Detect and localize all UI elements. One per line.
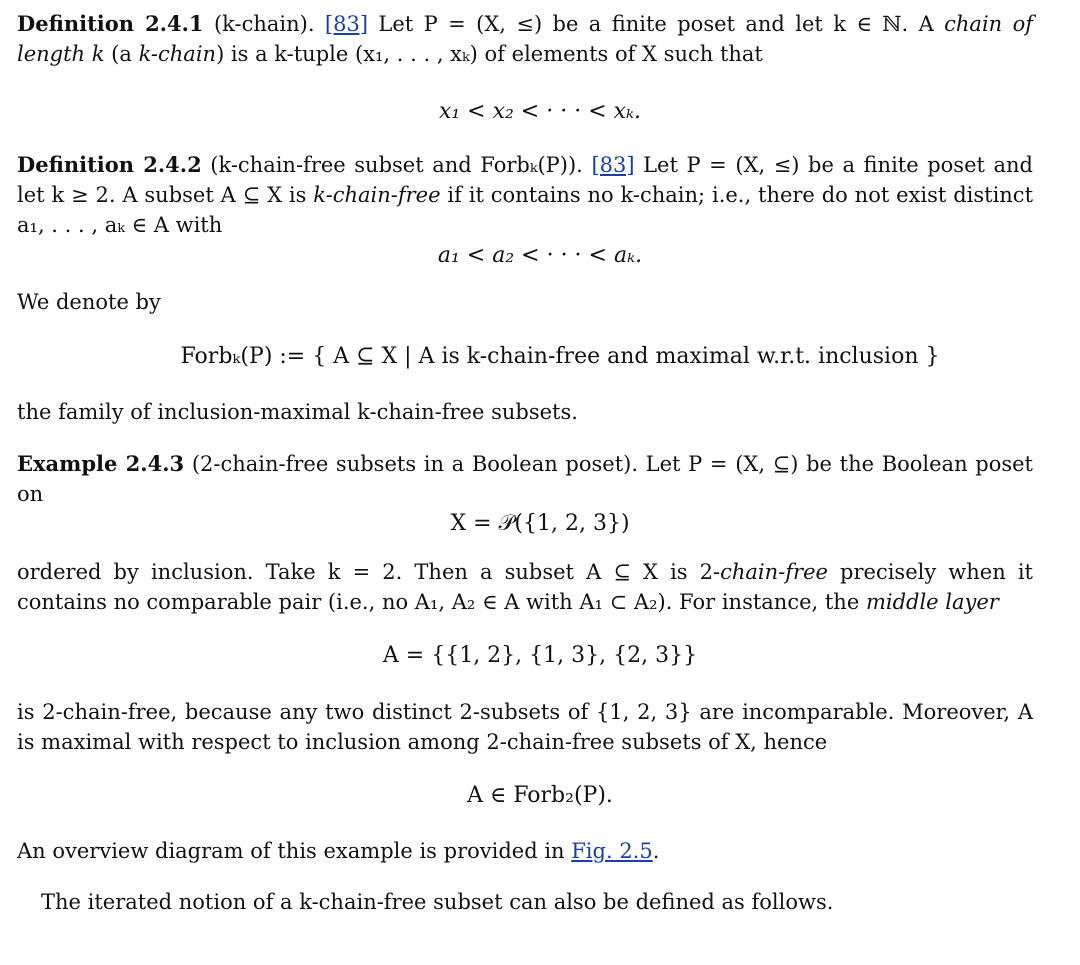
citation-link-83[interactable]: [83] (591, 153, 635, 177)
example-text: ordered by inclusion. Take k = 2. Then a subset A ⊆ X is 2- (17, 560, 721, 584)
overview-text-b: . (652, 839, 660, 863)
definition-label: Definition 2.4.1 (17, 11, 204, 36)
citation-link-83[interactable]: [83] (324, 12, 369, 36)
definition-text: Let P = (X, ≤) be a finite poset and let k ≥ 2. A subset A ⊆ X is (17, 153, 1033, 207)
defined-term: k-chain-free (313, 183, 441, 207)
definition-title: (k-chain-free subset and Forbₖ(P)). (210, 153, 583, 177)
example-title: (2-chain-free subsets in a Boolean poset). (191, 452, 639, 476)
example-body (17, 557, 1033, 617)
display-equation-forb: Forbₖ(P) := { A ⊆ X | A is k-chain-free and maximal w.r.t. inclusion } (180, 344, 940, 369)
definition-text: (a (104, 42, 139, 66)
defined-term: chain of length k (17, 12, 1034, 66)
display-equation-powerset: X = 𝒫({1, 2, 3}) (450, 511, 630, 536)
definition-text: Let P = (X, ≤) be a finite poset and let k ∈ ℕ. A (368, 12, 945, 36)
closing-text: The iterated notion of a k-chain-free subset can also be defined as follows. (41, 890, 834, 914)
defined-term: middle layer (865, 590, 999, 614)
defined-term: chain-free (720, 560, 828, 584)
overview-text-a: An overview diagram of this example is provided in (17, 839, 572, 863)
definition-label: Definition 2.4.2 (17, 152, 202, 177)
display-equation-membership: A ∈ Forb₂(P). (467, 783, 613, 808)
denote-text: We denote by (17, 290, 161, 314)
example-text: Let P = (X, ⊆) be the Boolean poset on (17, 452, 1033, 506)
definition-text: if it contains no k-chain; i.e., there do not exist distinct a₁, . . . , aₖ ∈ A with (17, 183, 1034, 237)
display-equation-middle-layer: A = {{1, 2}, {1, 3}, {2, 3}} (382, 643, 698, 668)
display-equation-antichain: a₁ < a₂ < · · · < aₖ. (437, 243, 643, 268)
display-equation-chain: x₁ < x₂ < · · · < xₖ. (438, 99, 642, 124)
example-label: Example 2.4.3 (17, 451, 185, 476)
example-text: precisely when it contains no comparable pair (i.e., no A₁, A₂ ∈ A with A₁ ⊂ A₂). For instance, the (17, 560, 1033, 614)
definition-title: (k-chain). (213, 12, 315, 36)
family-text: the family of inclusion-maximal k-chain-free subsets. (17, 400, 578, 424)
figure-link-2-5[interactable]: Fig. 2.5 (571, 839, 653, 863)
defined-term: k-chain (138, 42, 217, 66)
definition-2-4-2 (17, 150, 1033, 240)
example-conclusion: is 2-chain-free, because any two distinct 2-subsets of {1, 2, 3} are incomparable. Moreover, A is maximal with respect to inclusion among 2-chain-free subsets of X, hence (17, 700, 1033, 754)
example-2-4-3 (17, 449, 1033, 509)
definition-2-4-1 (17, 9, 1033, 69)
overview-text (17, 836, 1033, 866)
definition-text: ) is a k-tuple (x₁, . . . , xₖ) of elements of X such that (216, 42, 763, 66)
